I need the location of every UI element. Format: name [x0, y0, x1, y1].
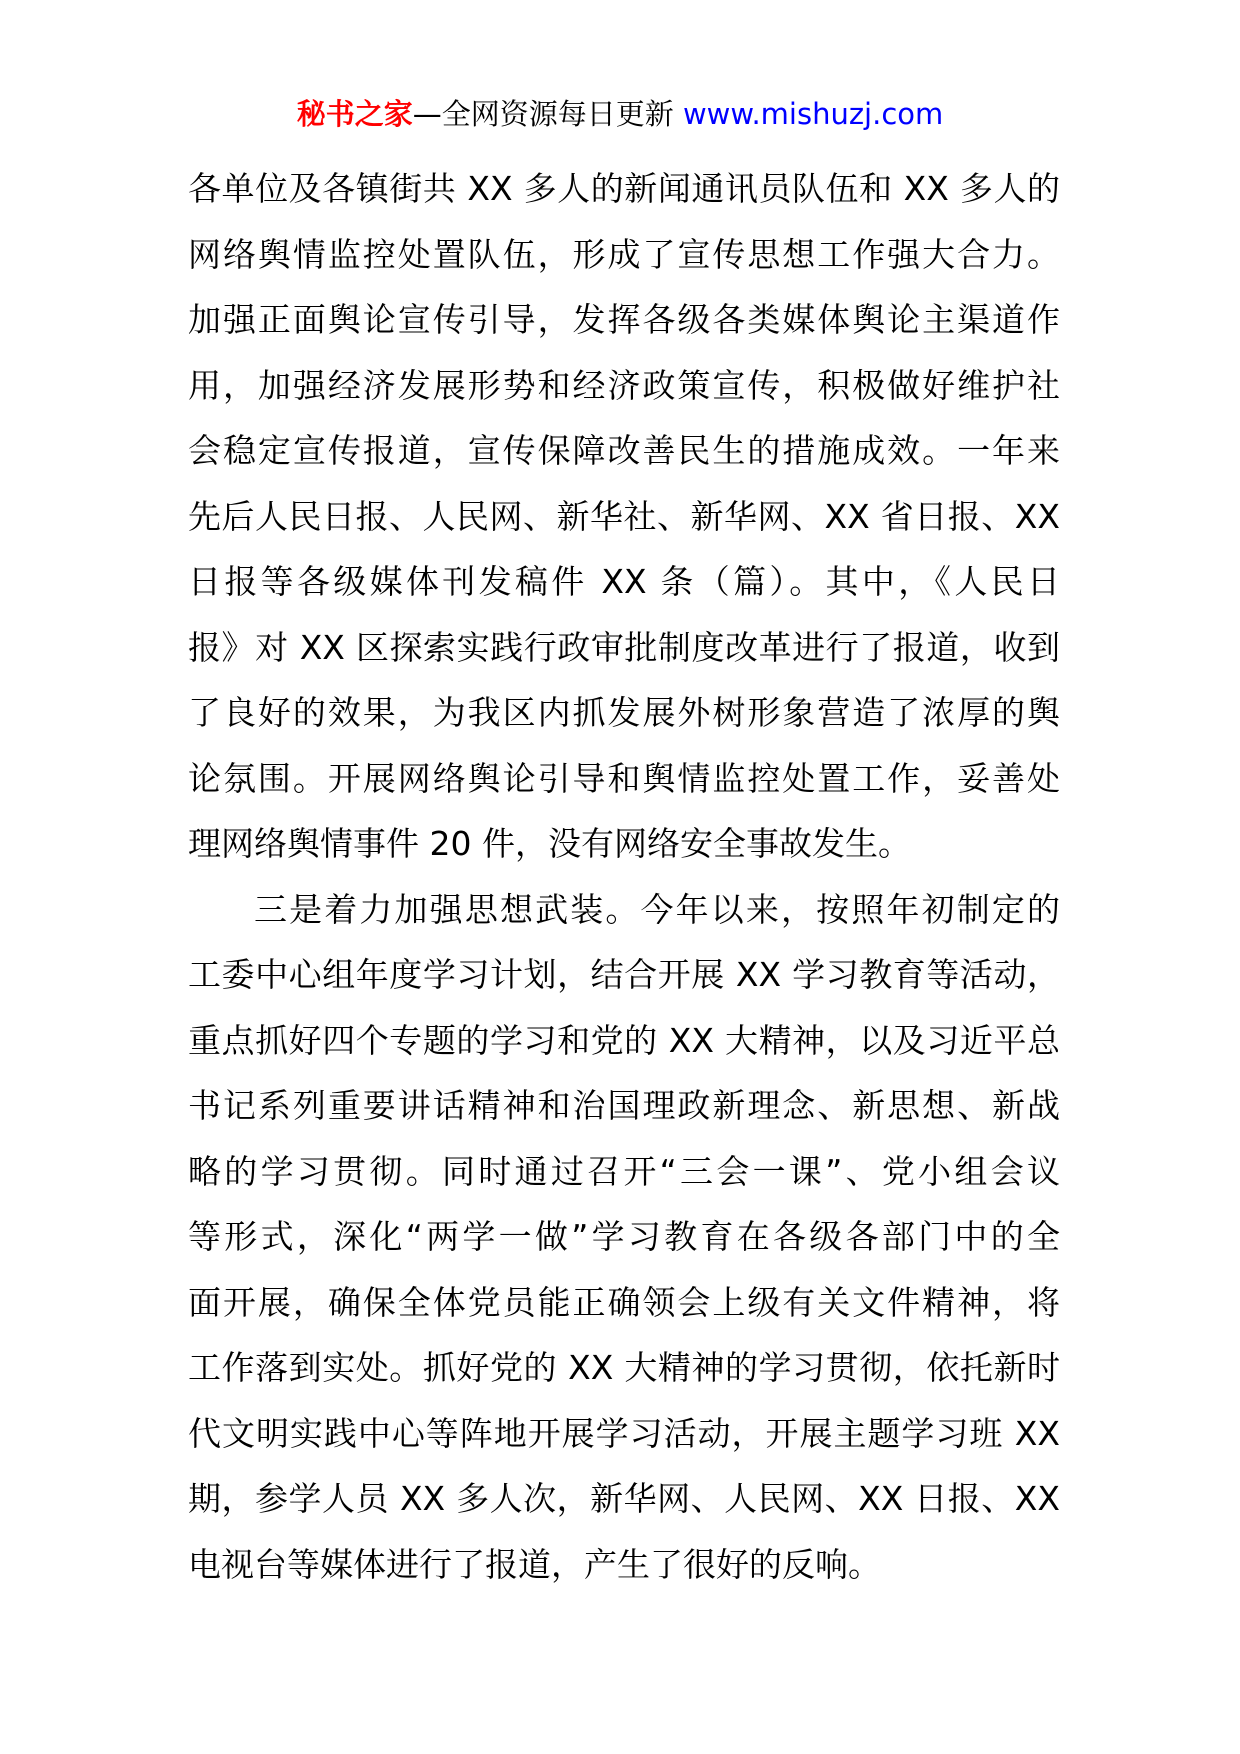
text-line: 网络舆情监控处置队伍，形成了宣传思想工作强大合力。 [188, 234, 1060, 274]
text-line: 代文明实践中心等阵地开展学习活动，开展主题学习班 XX [188, 1413, 1060, 1453]
text-line: 工委中心组年度学习计划，结合开展 XX 学习教育等活动， [188, 955, 1060, 994]
text-line: 加强正面舆论宣传引导，发挥各级各类媒体舆论主渠道作 [188, 300, 1060, 339]
text-line: 了良好的效果，为我区内抓发展外树形象营造了浓厚的舆 [188, 693, 1060, 732]
text-line: 用，加强经济发展形势和经济政策宣传，积极做好维护社 [188, 365, 1060, 405]
text-line: 会稳定宣传报道，宣传保障改善民生的措施成效。一年来 [188, 431, 1060, 470]
document-body [188, 156, 1060, 1597]
text-line: 重点抓好四个专题的学习和党的 XX 大精神，以及习近平总 [188, 1020, 1060, 1060]
text-line: 略的学习贯彻。同时通过召开“三会一课”、党小组会议 [188, 1151, 1060, 1191]
text-line: 日报等各级媒体刊发稿件 XX 条（篇）。其中，《人民日 [188, 562, 1060, 601]
page-header [0, 94, 1240, 134]
site-url-link[interactable]: www.mishuzj.com [682, 97, 944, 131]
brand-name: 秘书之家 [296, 97, 413, 131]
text-line: 工作落到实处。抓好党的 XX 大精神的学习贯彻，依托新时 [188, 1348, 1060, 1387]
text-line: 先后人民日报、人民网、新华社、新华网、XX 省日报、XX [188, 496, 1060, 536]
text-line: 等形式，深化“两学一做”学习教育在各级各部门中的全 [188, 1217, 1060, 1256]
text-line: 各单位及各镇街共 XX 多人的新闻通讯员队伍和 XX 多人的 [188, 169, 1060, 208]
text-line: 论氛围。开展网络舆论引导和舆情监控处置工作，妥善处 [188, 758, 1060, 798]
text-line: 面开展，确保全体党员能正确领会上级有关文件精神，将 [188, 1282, 1060, 1322]
text-line: 理网络舆情事件 20 件，没有网络安全事故发生。 [188, 824, 911, 863]
paragraph [188, 877, 1060, 1598]
text-line: 三是着力加强思想武装。今年以来，按照年初制定的 [254, 889, 1060, 929]
paragraph [188, 156, 1060, 877]
text-line: 书记系列重要讲话精神和治国理政新理念、新思想、新战 [188, 1086, 1060, 1125]
text-line: 期，参学人员 XX 多人次，新华网、人民网、XX 日报、XX [188, 1479, 1060, 1518]
header-tagline: —全网资源每日更新 [412, 97, 674, 131]
text-line: 电视台等媒体进行了报道，产生了很好的反响。 [188, 1544, 881, 1584]
text-line: 报》对 XX 区探索实践行政审批制度改革进行了报道，收到 [188, 627, 1060, 667]
